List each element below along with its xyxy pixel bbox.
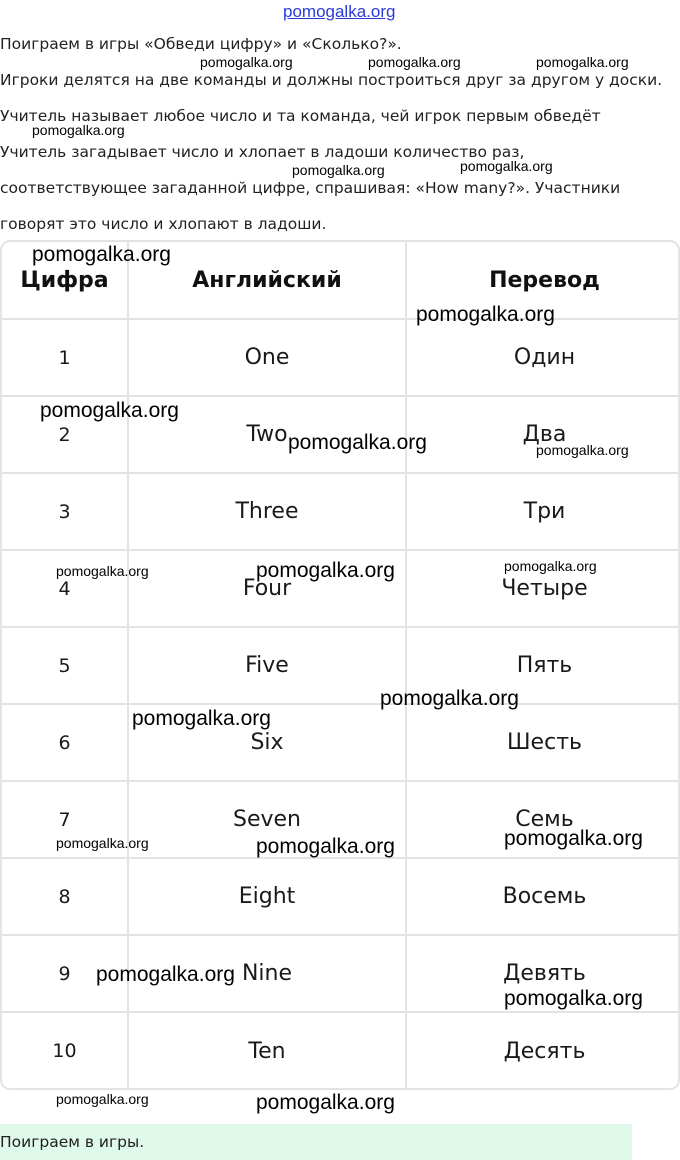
english-cell: Eight [128, 858, 406, 935]
digit-cell: 10 [2, 1012, 128, 1089]
header-translation: Перевод [406, 242, 680, 319]
digit-cell: 4 [2, 550, 128, 627]
table-row [2, 627, 680, 704]
table-row [2, 1012, 680, 1089]
translation-cell: Десять [406, 1012, 680, 1089]
digit-cell: 2 [2, 396, 128, 473]
translation-cell: Два [406, 396, 680, 473]
translation-cell: Шесть [406, 704, 680, 781]
watermark-link[interactable]: pomogalka.org [283, 2, 396, 21]
english-cell: Four [128, 550, 406, 627]
english-cell: Six [128, 704, 406, 781]
translation-cell: Три [406, 473, 680, 550]
watermark: pomogalka.org [132, 707, 271, 730]
english-cell: One [128, 319, 406, 396]
watermark: pomogalka.org [200, 54, 293, 70]
digit-cell: 5 [2, 627, 128, 704]
translation-cell: Один [406, 319, 680, 396]
watermark: pomogalka.org [460, 158, 553, 174]
header-digit: Цифра [2, 242, 128, 319]
intro-line-5: соответствующее загаданной цифре, спрашивая: «How many?». Участники [0, 179, 621, 197]
watermark: pomogalka.org [256, 835, 395, 858]
watermark: pomogalka.org [32, 122, 125, 138]
header-english: Английский [128, 242, 406, 319]
translation-cell: Восемь [406, 858, 680, 935]
english-cell: Nine [128, 935, 406, 1012]
translation-cell: Четыре [406, 550, 680, 627]
table-row [2, 858, 680, 935]
watermark: pomogalka.org [368, 54, 461, 70]
translation-cell: Пять [406, 627, 680, 704]
digit-cell: 6 [2, 704, 128, 781]
english-cell: Seven [128, 781, 406, 858]
english-cell: Three [128, 473, 406, 550]
table-row [2, 473, 680, 550]
watermark: pomogalka.org [40, 399, 179, 422]
digit-cell: 8 [2, 858, 128, 935]
translation-cell: Девять [406, 935, 680, 1012]
watermark: pomogalka.org [380, 687, 519, 710]
watermark: pomogalka.org [96, 963, 235, 986]
table-row [2, 319, 680, 396]
intro-line-2: Игроки делятся на две команды и должны построиться друг за другом у доски. [0, 71, 663, 89]
watermark: pomogalka.org [256, 559, 395, 582]
watermark: pomogalka.org [288, 431, 427, 454]
watermark: pomogalka.org [56, 835, 149, 851]
english-cell: Five [128, 627, 406, 704]
watermark: pomogalka.org [256, 1091, 395, 1114]
watermark: pomogalka.org [504, 827, 643, 850]
english-cell: Two [128, 396, 406, 473]
digit-cell: 7 [2, 781, 128, 858]
digit-cell: 1 [2, 319, 128, 396]
watermark: pomogalka.org [56, 563, 149, 579]
translation-cell: Семь [406, 781, 680, 858]
watermark: pomogalka.org [32, 243, 171, 266]
watermark: pomogalka.org [292, 162, 385, 178]
watermark: pomogalka.org [504, 558, 597, 574]
watermark: pomogalka.org [56, 1091, 149, 1107]
intro-line-6: говорят это число и хлопают в ладоши. [0, 215, 327, 233]
watermark: pomogalka.org [504, 987, 643, 1010]
watermark: pomogalka.org [536, 442, 629, 458]
table-row [2, 704, 680, 781]
intro-line-3: Учитель называет любое число и та команда, чей игрок первым обведёт [0, 107, 601, 125]
note-box: Поиграем в игры. [0, 1124, 632, 1160]
digit-cell: 9 [2, 935, 128, 1012]
watermark: pomogalka.org [536, 54, 629, 70]
digit-cell: 3 [2, 473, 128, 550]
intro-line-4: Учитель загадывает число и хлопает в ладоши количество раз, [0, 143, 525, 161]
intro-line-1: Поиграем в игры «Обведи цифру» и «Сколько?». [0, 35, 402, 53]
english-cell: Ten [128, 1012, 406, 1089]
watermark: pomogalka.org [416, 303, 555, 326]
